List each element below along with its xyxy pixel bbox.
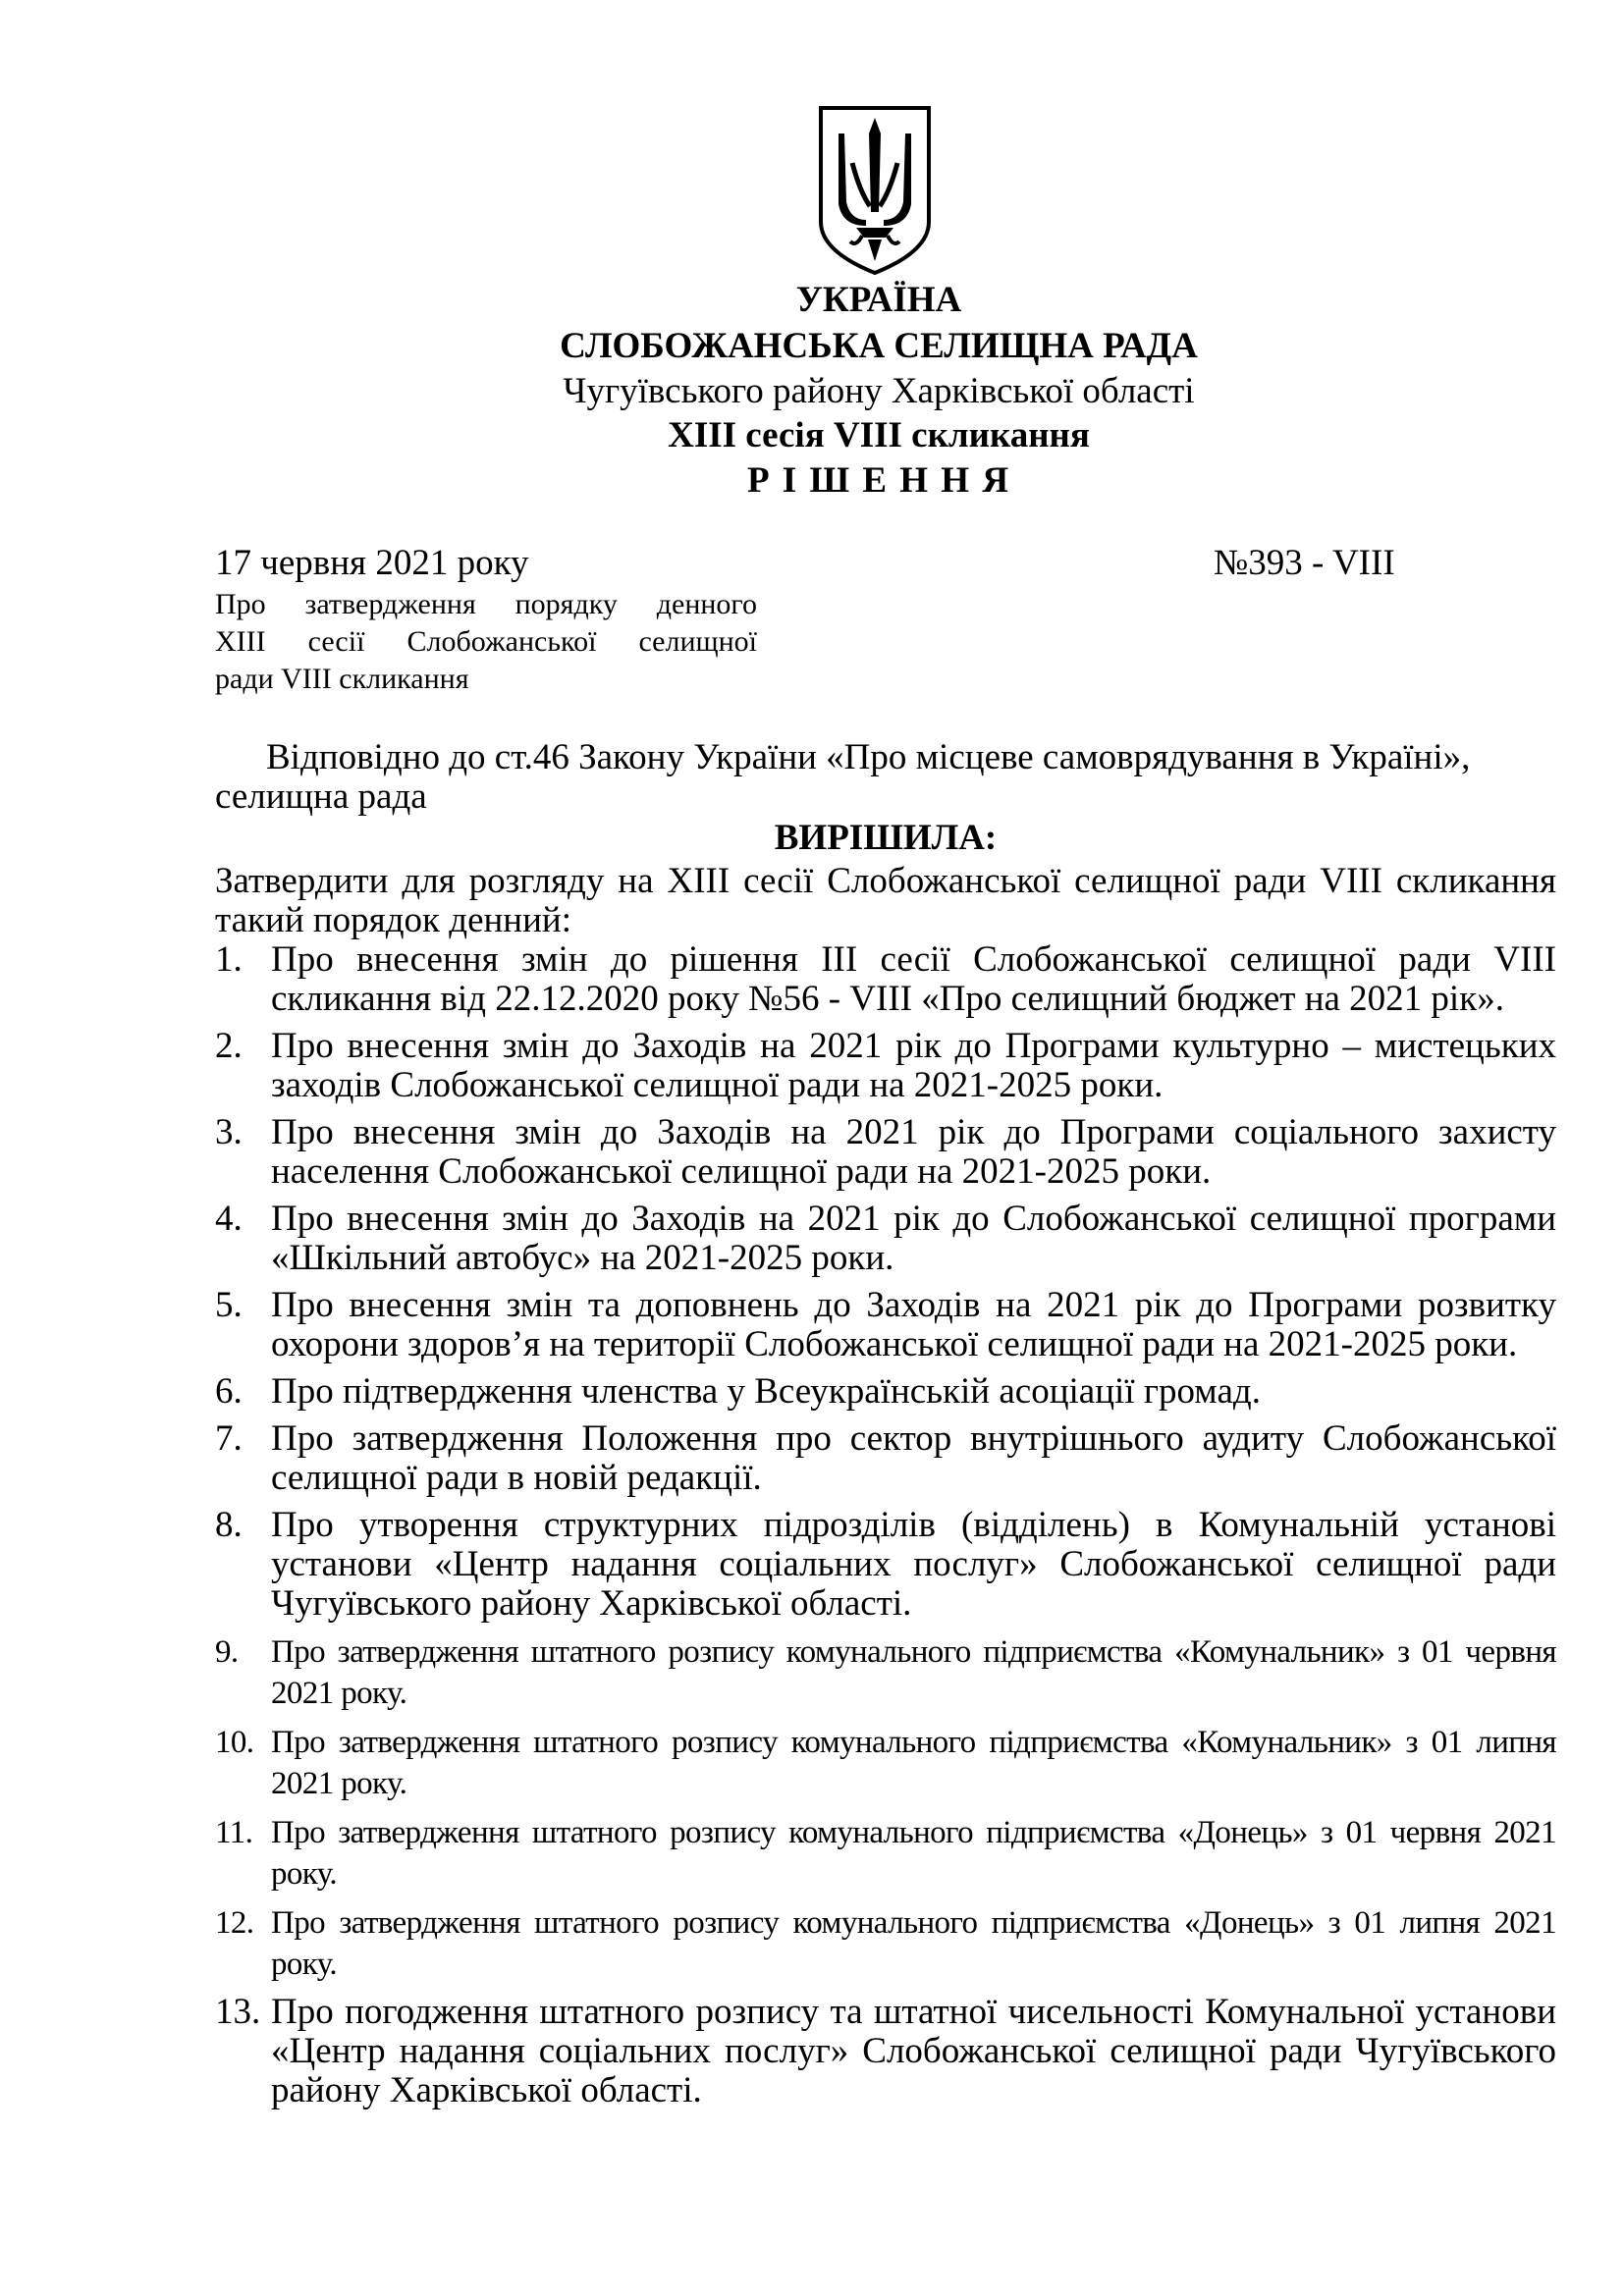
agenda-item-text: Про утворення структурних підрозділів (відділень) в Комунальній установі установи «Центр надання соціальних послуг» Слобожанської селищної ради Чугуївського району Харківської області. [271,1505,1556,1624]
agenda-item-text: Про затвердження штатного розпису комунального підприємства «Комунальник» з 01 липня 2021 року. [271,1725,1556,1801]
agenda-item-number: 3. [215,1112,243,1152]
agenda-item-text: Про внесення змін до Заходів на 2021 рік до Програми соціального захисту населення Слобожанської селищної ради на 2021-2025 роки. [271,1112,1556,1192]
agenda-item-number: 1. [215,939,243,980]
agenda-item-number: 13. [215,1992,261,2032]
decision-subject [215,586,757,698]
agenda-item-number: 7. [215,1418,243,1459]
agenda-item [215,1631,1556,1714]
agenda-item-text: Про погодження штатного розпису та штатної чисельності Комунальної установи «Центр надання соціальних послуг» Слобожанської селищної ради Чугуївського району Харківської області. [271,1992,1556,2110]
document-body [215,738,1556,2118]
agenda-item [215,1200,1556,1278]
country-title: УКРАЇНА [795,280,962,320]
agenda-item [215,1722,1556,1804]
agenda-item [215,1113,1556,1192]
council-title: СЛОБОЖАНСЬКА СЕЛИЩНА РАДА [560,326,1198,366]
decision-number: №393 - VIII [1214,543,1395,583]
agenda-item [215,1812,1556,1895]
subject-line: XIII сесії Слобожанської селищної [215,625,757,658]
legal-basis-paragraph: Відповідно до ст.46 Закону України «Про місцеве самоврядування в Україні», селищна рада [215,737,1471,817]
agenda-item-text: Про затвердження Положення про сектор внутрішнього аудиту Слобожанської селищної ради в новій редакції. [271,1418,1556,1498]
session-line: XIII сесія VIII скликання [668,415,1090,455]
agenda-item [215,1027,1556,1105]
agenda-item [215,1372,1556,1412]
agenda-item-text: Про внесення змін до Заходів на 2021 рік до Програми культурно – мистецьких заходів Слобожанської селищної ради на 2021-2025 роки. [271,1026,1556,1105]
agenda-intro: Затвердити для розгляду на XIII сесії Слобожанської селищної ради VIII скликання такий порядок денний: [215,861,1556,940]
agenda-item [215,1993,1556,2110]
decision-date: 17 червня 2021 року [215,543,529,583]
agenda-item-number: 12. [215,1905,254,1941]
agenda-item-text: Про затвердження штатного розпису комунального підприємства «Донець» з 01 липня 2021 року. [271,1905,1556,1982]
subject-line: ради VIII скликання [215,663,469,695]
agenda-item-text: Про підтвердження членства у Всеукраїнській асоціації громад. [271,1371,1261,1412]
agenda-item [215,940,1556,1019]
agenda-list [215,940,1556,2110]
agenda-item-number: 9. [215,1634,239,1670]
agenda-item-text: Про затвердження штатного розпису комунального підприємства «Комунальник» з 01 червня 2021 року. [271,1634,1556,1711]
agenda-item-number: 10. [215,1725,254,1760]
agenda-item [215,1506,1556,1624]
agenda-item-number: 6. [215,1371,243,1412]
agenda-item-number: 4. [215,1199,243,1239]
agenda-item [215,1286,1556,1364]
agenda-item-text: Про внесення змін до Заходів на 2021 рік до Слобожанської селищної програми «Шкільний автобус» на 2021-2025 роки. [271,1199,1556,1278]
agenda-item [215,1419,1556,1498]
subject-line: Про затвердження порядку денного [215,588,757,620]
agenda-item-number: 8. [215,1505,243,1545]
agenda-item-text: Про внесення змін до рішення III сесії Слобожанської селищної ради VIII скликання від 22.12.2020 року №56 - VIII «Про селищний бюджет на 2021 рік». [271,939,1556,1019]
agenda-item-number: 2. [215,1026,243,1066]
decided-heading: ВИРІШИЛА: [774,818,998,858]
agenda-item-text: Про затвердження штатного розпису комунального підприємства «Донець» з 01 червня 2021 року. [271,1815,1556,1892]
agenda-item-number: 11. [215,1815,253,1850]
trident-emblem-icon [817,104,933,277]
district-line: Чугуївського району Харківської області [563,371,1195,411]
agenda-item-number: 5. [215,1285,243,1325]
decision-title: Р І Ш Е Н Н Я [746,460,1011,501]
agenda-item [215,1902,1556,1985]
agenda-item-text: Про внесення змін та доповнень до Заходів на 2021 рік до Програми розвитку охорони здоров’я на території Слобожанської селищної ради на 2021-2025 роки. [271,1285,1556,1364]
